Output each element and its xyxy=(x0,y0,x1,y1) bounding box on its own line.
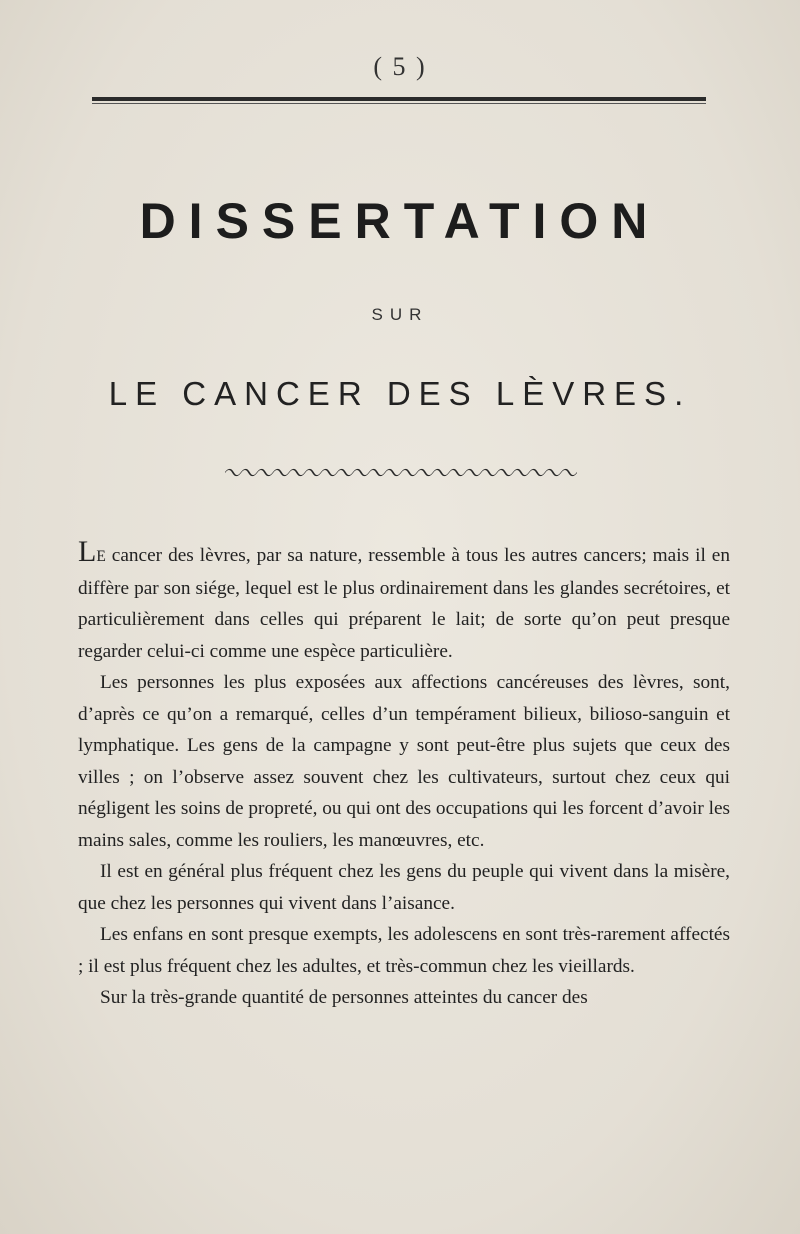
paragraph-2: Les personnes les plus exposées aux affections cancéreuses des lèvres, sont, d’après ce qu’on a remarqué, celles d’un tempérament bilieux, bilioso-sanguin et lymphatique. Les gens de la campagne y sont peut-être plus sujets que ceux des villes ; on l’observe assez souvent chez les cultivateurs, surtout chez ceux qui négligent les soins de propreté, ou qui ont des occupations qui les forcent d’avoir les mains sales, comme les rouliers, les manœuvres, etc. xyxy=(78,672,730,851)
small-caps-lead: E xyxy=(96,548,106,565)
paragraph-1-text: cancer des lèvres, par sa nature, ressemble à tous les autres cancers; mais il en diffère par son siége, lequel est le plus ordinairement dans les glandes secrétoires, et particulièrement dans celles qui préparent le lait; de sorte qu’on peut presque regarder celui-ci comme une espèce particulière. xyxy=(78,545,730,662)
paragraph-1 xyxy=(78,537,730,667)
body-text xyxy=(78,537,730,1014)
title-connector: SUR xyxy=(371,305,429,324)
paragraph-5: Sur la très-grande quantité de personnes atteintes du cancer des xyxy=(100,987,588,1008)
dissertation-subtitle: LE CANCER DES LÈVRES. xyxy=(108,375,692,412)
page-number: ( 5 ) xyxy=(373,52,427,81)
drop-cap: L xyxy=(78,535,97,568)
paragraph-3: Il est en général plus fréquent chez les gens du peuple qui vivent dans la misère, que chez les personnes qui vivent dans l’aisance. xyxy=(78,861,730,914)
paragraph-4: Les enfans en sont presque exempts, les adolescens en sont très-rarement affectés ; il est plus fréquent chez les adultes, et très-commun chez les vieillards. xyxy=(78,924,730,977)
dissertation-title: DISSERTATION xyxy=(139,193,661,249)
ornamental-divider xyxy=(225,467,577,477)
header-rule xyxy=(92,97,706,104)
